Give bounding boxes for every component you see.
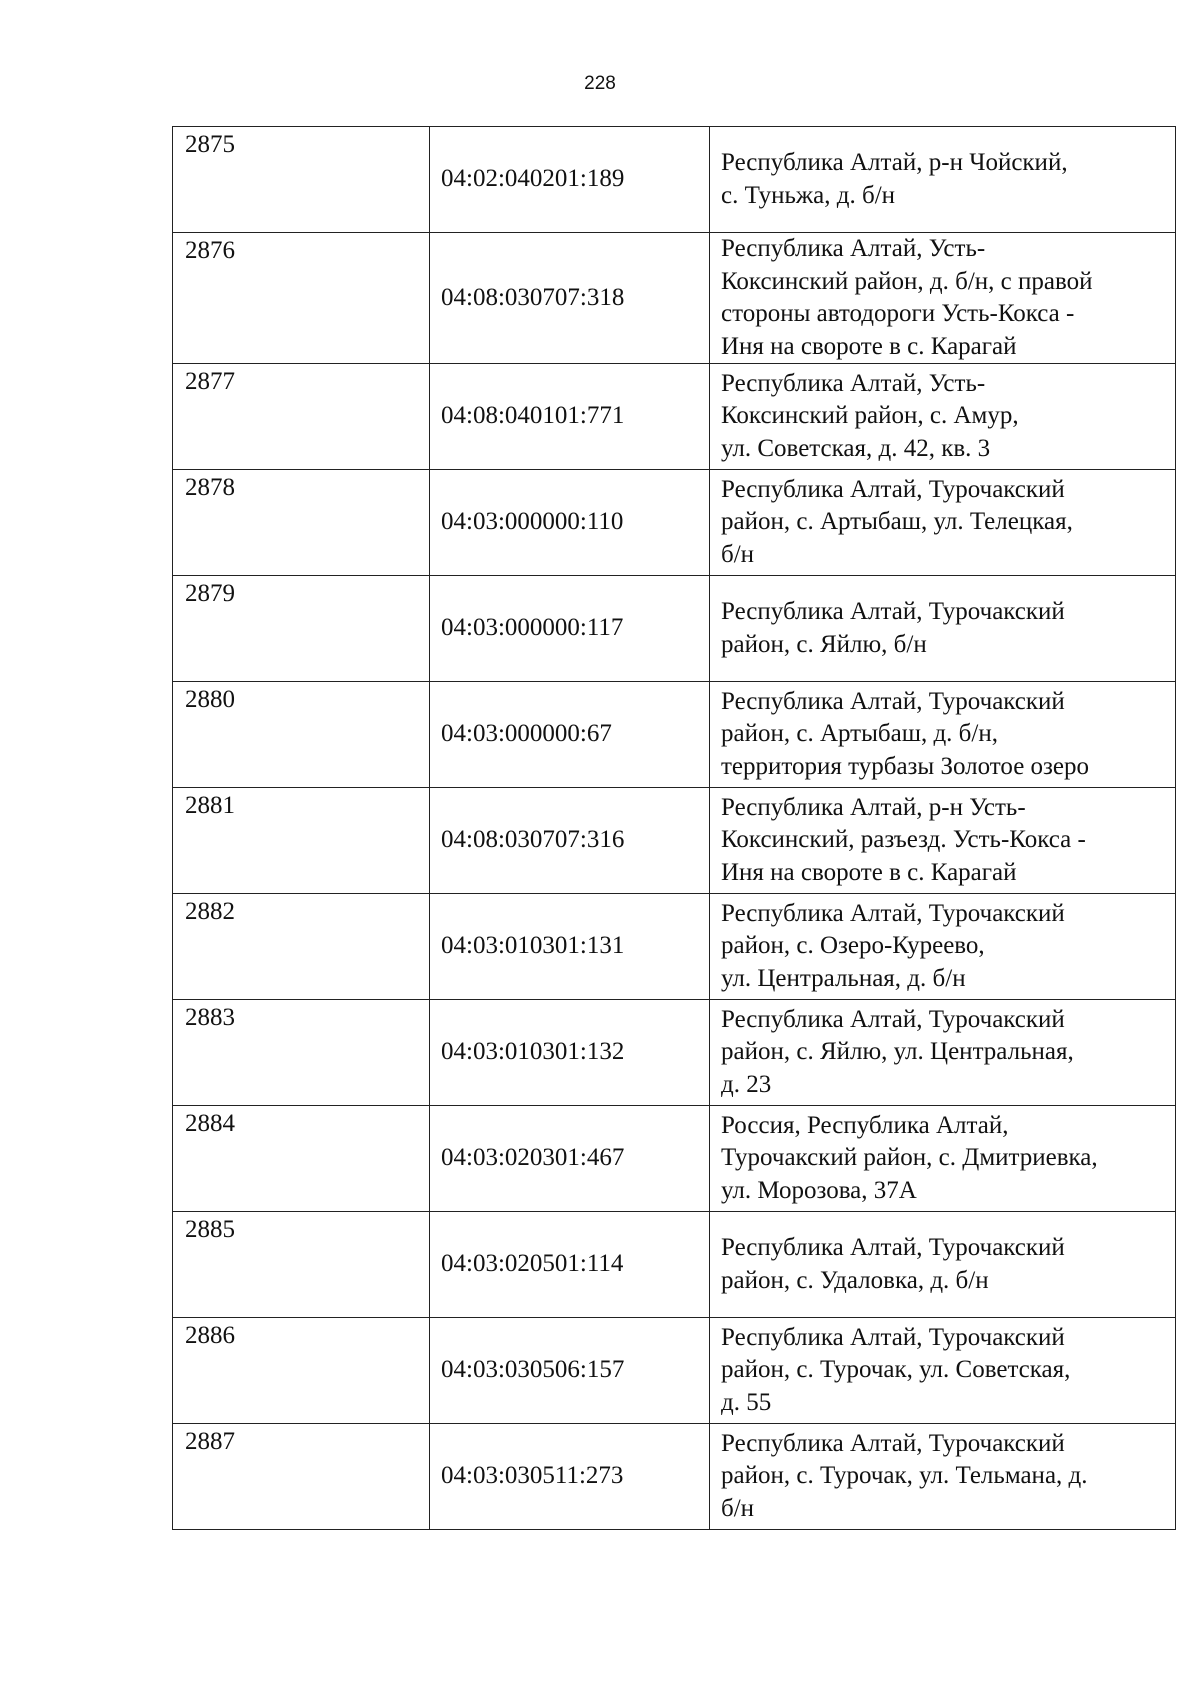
registry-table — [172, 126, 1176, 1530]
address-text: Республика Алтай, Турочакский район, с. Артыбаш, ул. Телецкая, б/н — [721, 475, 1073, 568]
address-cell — [710, 576, 1176, 682]
table-row — [173, 682, 1176, 788]
cadastral-number: 04:03:000000:110 — [430, 470, 710, 576]
address-text: Республика Алтай, Турочакский район, с. Турочак, ул. Советская, д. 55 — [721, 1323, 1071, 1416]
cadastral-number: 04:03:010301:131 — [430, 894, 710, 1000]
address-cell — [710, 127, 1176, 233]
cadastral-number: 04:03:020501:114 — [430, 1212, 710, 1318]
address-cell — [710, 470, 1176, 576]
address-cell — [710, 233, 1176, 364]
cadastral-number: 04:08:030707:316 — [430, 788, 710, 894]
address-text: Республика Алтай, Турочакский район, с. Озеро-Куреево, ул. Центральная, д. б/н — [721, 899, 1065, 992]
table-row — [173, 1318, 1176, 1424]
address-cell — [710, 364, 1176, 470]
address-text: Россия, Республика Алтай, Турочакский район, с. Дмитриевка, ул. Морозова, 37А — [721, 1111, 1098, 1204]
table-row — [173, 127, 1176, 233]
address-cell — [710, 1318, 1176, 1424]
row-number: 2882 — [173, 894, 430, 1000]
table-row — [173, 1106, 1176, 1212]
address-text: Республика Алтай, Турочакский район, с. Удаловка, д. б/н — [721, 1234, 1065, 1294]
cadastral-number: 04:03:000000:117 — [430, 576, 710, 682]
address-text: Республика Алтай, Турочакский район, с. Яйлю, б/н — [721, 598, 1065, 658]
row-number: 2883 — [173, 1000, 430, 1106]
address-cell — [710, 1212, 1176, 1318]
cadastral-number: 04:08:030707:318 — [430, 233, 710, 364]
address-text: Республика Алтай, Турочакский район, с. Яйлю, ул. Центральная, д. 23 — [721, 1005, 1074, 1098]
cadastral-number: 04:03:010301:132 — [430, 1000, 710, 1106]
address-cell — [710, 1424, 1176, 1530]
row-number: 2875 — [173, 127, 430, 233]
row-number: 2886 — [173, 1318, 430, 1424]
cadastral-number: 04:03:030506:157 — [430, 1318, 710, 1424]
table-row — [173, 788, 1176, 894]
table-row — [173, 364, 1176, 470]
address-text: Республика Алтай, р-н Чойский, с. Туньжа, д. б/н — [721, 149, 1068, 209]
cadastral-number: 04:02:040201:189 — [430, 127, 710, 233]
cadastral-number: 04:03:020301:467 — [430, 1106, 710, 1212]
address-cell — [710, 788, 1176, 894]
cadastral-number: 04:03:030511:273 — [430, 1424, 710, 1530]
address-text: Республика Алтай, Усть- Коксинский район, д. б/н, с правой стороны автодороги Усть-Кокса - Иня на свороте в с. Карагай — [721, 235, 1093, 360]
address-text: Республика Алтай, Турочакский район, с. Турочак, ул. Тельмана, д. б/н — [721, 1429, 1088, 1522]
address-cell — [710, 1106, 1176, 1212]
table-row — [173, 576, 1176, 682]
address-text: Республика Алтай, р-н Усть- Коксинский, разъезд. Усть-Кокса - Иня на свороте в с. Карагай — [721, 793, 1086, 886]
table-row — [173, 1212, 1176, 1318]
row-number: 2878 — [173, 470, 430, 576]
cadastral-number: 04:08:040101:771 — [430, 364, 710, 470]
row-number: 2881 — [173, 788, 430, 894]
address-cell — [710, 1000, 1176, 1106]
table-row — [173, 233, 1176, 364]
address-text: Республика Алтай, Турочакский район, с. Артыбаш, д. б/н, территория турбазы Золотое озеро — [721, 687, 1090, 780]
address-cell — [710, 682, 1176, 788]
cadastral-number: 04:03:000000:67 — [430, 682, 710, 788]
table-row — [173, 1000, 1176, 1106]
address-cell — [710, 894, 1176, 1000]
row-number: 2887 — [173, 1424, 430, 1530]
address-text: Республика Алтай, Усть- Коксинский район, с. Амур, ул. Советская, д. 42, кв. 3 — [721, 369, 1019, 462]
table-row — [173, 470, 1176, 576]
row-number: 2884 — [173, 1106, 430, 1212]
page-number: 228 — [584, 73, 616, 94]
row-number: 2877 — [173, 364, 430, 470]
row-number: 2880 — [173, 682, 430, 788]
row-number: 2885 — [173, 1212, 430, 1318]
table-row — [173, 1424, 1176, 1530]
row-number: 2876 — [173, 233, 430, 364]
row-number: 2879 — [173, 576, 430, 682]
table-row — [173, 894, 1176, 1000]
